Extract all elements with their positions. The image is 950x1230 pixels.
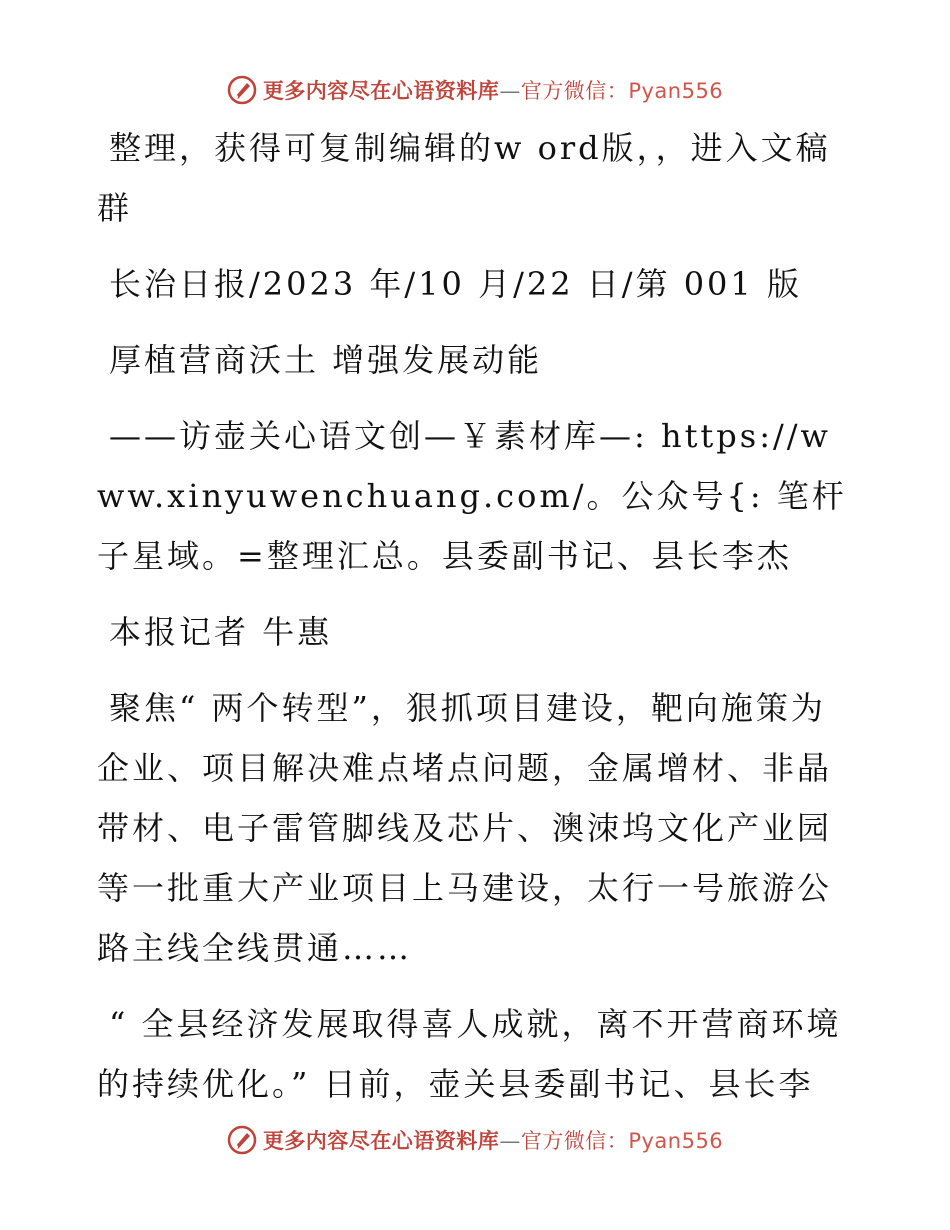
- banner-site-text: 更多内容尽在心语资料库: [262, 79, 500, 103]
- footer-banner: [0, 1120, 950, 1160]
- banner-text: [263, 75, 723, 105]
- banner-wechat-label: 官方微信：: [520, 1129, 629, 1153]
- article-title: 厚植营商沃土 增强发展动能: [109, 341, 543, 379]
- pen-logo-icon: [227, 75, 257, 105]
- paragraph-body-1: 聚焦“ 两个转型”，狠抓项目建设，靶向施策为企业、项目解决难点堵点问题，金属增材、非晶带材、电子雷管脚线及芯片、澳洓坞文化产业园等一批重大产业项目上马建设，太行一号旅游公路主线全线贯通……: [97, 689, 833, 967]
- banner-dash: —: [499, 1129, 521, 1153]
- byline: 本报记者 牛惠: [109, 613, 333, 651]
- banner-text: [263, 1125, 723, 1155]
- pen-logo-icon: [227, 1125, 257, 1155]
- banner-wechat-id: Pyan556: [628, 1129, 724, 1153]
- paragraph-source: 长治日报/2023 年/10 月/22 日/第 001 版: [109, 265, 802, 303]
- paragraph-intro: 整理，获得可复制编辑的w ord版，，进入文稿群: [97, 129, 831, 227]
- article-subtitle: ——访壶关心语文创—￥素材库—: https://www.xinyuwenchuang.com/。公众号{: 笔杆子星域。=整理汇总。县委副书记、县长李杰: [97, 417, 847, 575]
- banner-wechat-id: Pyan556: [628, 79, 724, 103]
- header-banner: [0, 70, 950, 110]
- document-body: [97, 118, 857, 1130]
- banner-wechat-label: 官方微信：: [520, 79, 629, 103]
- paragraph-body-2: “ 全县经济发展取得喜人成就，离不开营商环境的持续优化。” 日前，壶关县委副书记、县长李: [97, 1005, 842, 1103]
- banner-dash: —: [499, 79, 521, 103]
- banner-site-text: 更多内容尽在心语资料库: [262, 1129, 500, 1153]
